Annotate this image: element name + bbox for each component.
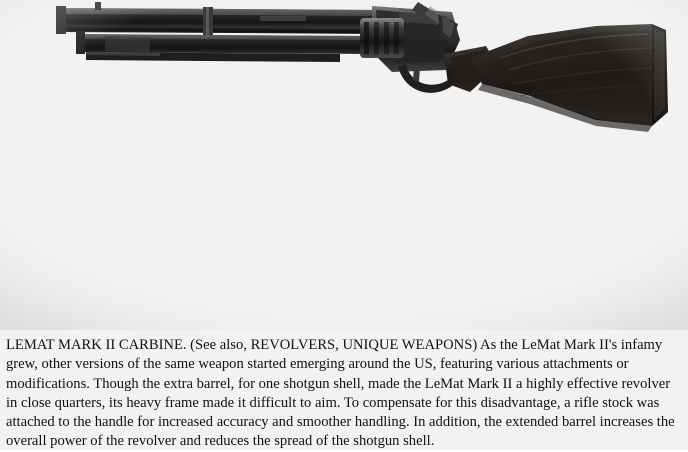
caption-text: LEMAT MARK II CARBINE. (See also, REVOLVERS, UNIQUE WEAPONS) As the LeMat Mark II's infamy grew, other versions of the same weapon started emerging around the US, featuring various attachments or modifications. Though the extra barrel, for one shotgun shell, made the LeMat Mark II a highly effective revolver in close quarters, its heavy frame made it difficult to aim. To compensate for this disadvantage, a rifle stock was attached to the handle for increased accuracy and smoother handling. In addition, the extended barrel increases the overall power of the revolver and reduces the spread of the shotgun shell. (6, 337, 675, 450)
figure-caption (0, 336, 688, 452)
